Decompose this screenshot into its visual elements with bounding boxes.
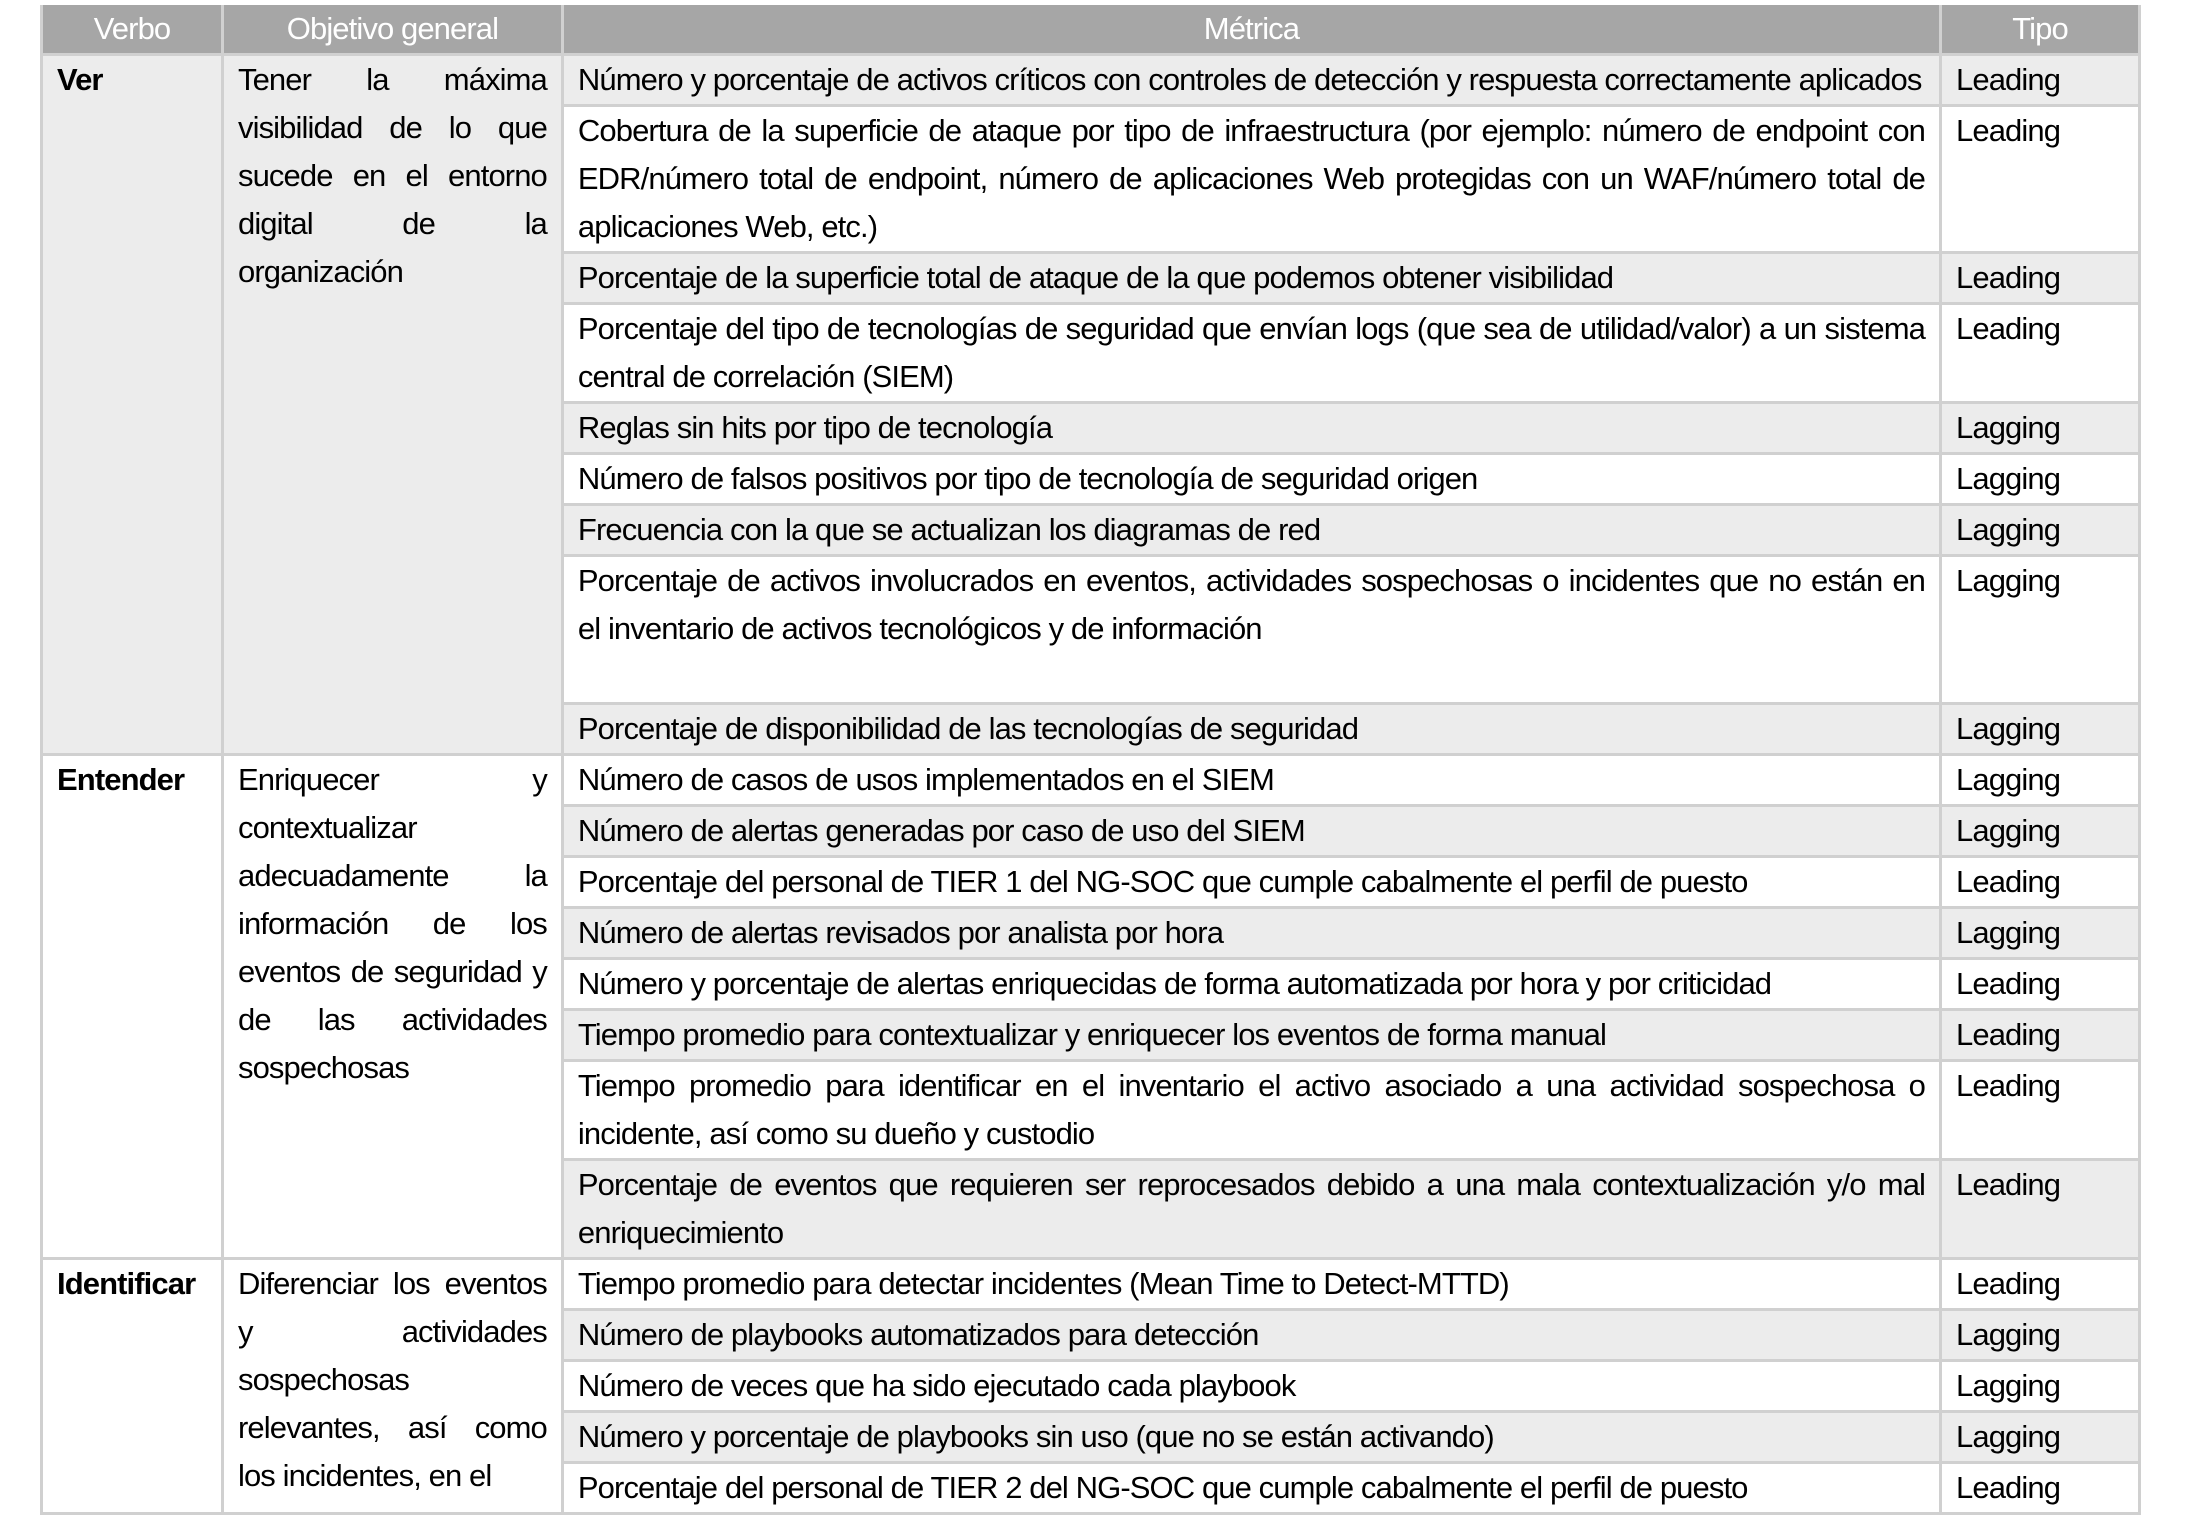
metric-cell: Número de falsos positivos por tipo de tecnología de seguridad origen	[562, 454, 1940, 505]
metric-cell: Número de casos de usos implementados en el SIEM	[562, 755, 1940, 806]
type-cell: Lagging	[1941, 454, 2140, 505]
type-cell: Lagging	[1941, 505, 2140, 556]
verb-cell: Entender	[42, 755, 223, 1259]
metric-cell: Porcentaje de eventos que requieren ser reprocesados debido a una mala contextualización y/o mal enriquecimiento	[562, 1160, 1940, 1259]
metric-cell: Tiempo promedio para contextualizar y enriquecer los eventos de forma manual	[562, 1010, 1940, 1061]
type-cell: Leading	[1941, 857, 2140, 908]
type-cell: Leading	[1941, 1463, 2140, 1514]
type-cell: Lagging	[1941, 755, 2140, 806]
type-cell: Lagging	[1941, 704, 2140, 755]
metric-cell: Porcentaje del personal de TIER 1 del NG-SOC que cumple cabalmente el perfil de puesto	[562, 857, 1940, 908]
header-verb: Verbo	[42, 5, 223, 55]
metric-cell: Tiempo promedio para identificar en el inventario el activo asociado a una actividad sospechosa o incidente, así como su dueño y custodio	[562, 1061, 1940, 1160]
metric-cell: Número de veces que ha sido ejecutado cada playbook	[562, 1361, 1940, 1412]
table-header	[42, 5, 2140, 55]
metric-cell: Frecuencia con la que se actualizan los diagramas de red	[562, 505, 1940, 556]
type-cell: Lagging	[1941, 1361, 2140, 1412]
objective-cell: Tener la máxima visibilidad de lo que sucede en el entorno digital de la organización	[222, 55, 562, 755]
table-row	[42, 55, 2140, 106]
verb-cell: Identificar	[42, 1259, 223, 1514]
header-row	[42, 5, 2140, 55]
table-body	[42, 55, 2140, 1514]
type-cell: Lagging	[1941, 908, 2140, 959]
type-cell: Lagging	[1941, 556, 2140, 704]
type-cell: Leading	[1941, 959, 2140, 1010]
header-metric: Métrica	[562, 5, 1940, 55]
metric-cell: Número de alertas revisados por analista por hora	[562, 908, 1940, 959]
type-cell: Leading	[1941, 253, 2140, 304]
table-row	[42, 755, 2140, 806]
type-cell: Leading	[1941, 304, 2140, 403]
metrics-table	[40, 5, 2141, 1515]
header-objective: Objetivo general	[222, 5, 562, 55]
type-cell: Leading	[1941, 55, 2140, 106]
metric-cell: Porcentaje del personal de TIER 2 del NG-SOC que cumple cabalmente el perfil de puesto	[562, 1463, 1940, 1514]
type-cell: Lagging	[1941, 1310, 2140, 1361]
metric-cell: Reglas sin hits por tipo de tecnología	[562, 403, 1940, 454]
metric-cell: Número de playbooks automatizados para detección	[562, 1310, 1940, 1361]
verb-cell: Ver	[42, 55, 223, 755]
type-cell: Leading	[1941, 1160, 2140, 1259]
metric-cell: Cobertura de la superficie de ataque por tipo de infraestructura (por ejemplo: número de endpoint con EDR/número total de endpoint, número de aplicaciones Web protegidas con un WAF/número total de aplicaciones Web, etc.)	[562, 106, 1940, 253]
objective-cell: Enriquecer y contextualizar adecuadamente la información de los eventos de seguridad y de las actividades sospechosas	[222, 755, 562, 1259]
type-cell: Lagging	[1941, 806, 2140, 857]
type-cell: Lagging	[1941, 403, 2140, 454]
metric-cell: Número y porcentaje de alertas enriquecidas de forma automatizada por hora y por criticidad	[562, 959, 1940, 1010]
metric-cell: Número de alertas generadas por caso de uso del SIEM	[562, 806, 1940, 857]
metric-cell: Porcentaje de la superficie total de ataque de la que podemos obtener visibilidad	[562, 253, 1940, 304]
type-cell: Leading	[1941, 1010, 2140, 1061]
metric-cell: Porcentaje del tipo de tecnologías de seguridad que envían logs (que sea de utilidad/valor) a un sistema central de correlación (SIEM)	[562, 304, 1940, 403]
type-cell: Leading	[1941, 1259, 2140, 1310]
objective-cell: Diferenciar los eventos y actividades sospechosas relevantes, así como los incidentes, en el	[222, 1259, 562, 1514]
type-cell: Leading	[1941, 106, 2140, 253]
header-type: Tipo	[1941, 5, 2140, 55]
metric-cell: Tiempo promedio para detectar incidentes (Mean Time to Detect-MTTD)	[562, 1259, 1940, 1310]
table-row	[42, 1259, 2140, 1310]
metric-cell: Número y porcentaje de activos críticos con controles de detección y respuesta correctamente aplicados	[562, 55, 1940, 106]
metric-cell: Porcentaje de disponibilidad de las tecnologías de seguridad	[562, 704, 1940, 755]
metric-cell: Porcentaje de activos involucrados en eventos, actividades sospechosas o incidentes que no están en el inventario de activos tecnológicos y de información	[562, 556, 1940, 704]
metric-cell: Número y porcentaje de playbooks sin uso (que no se están activando)	[562, 1412, 1940, 1463]
type-cell: Lagging	[1941, 1412, 2140, 1463]
type-cell: Leading	[1941, 1061, 2140, 1160]
